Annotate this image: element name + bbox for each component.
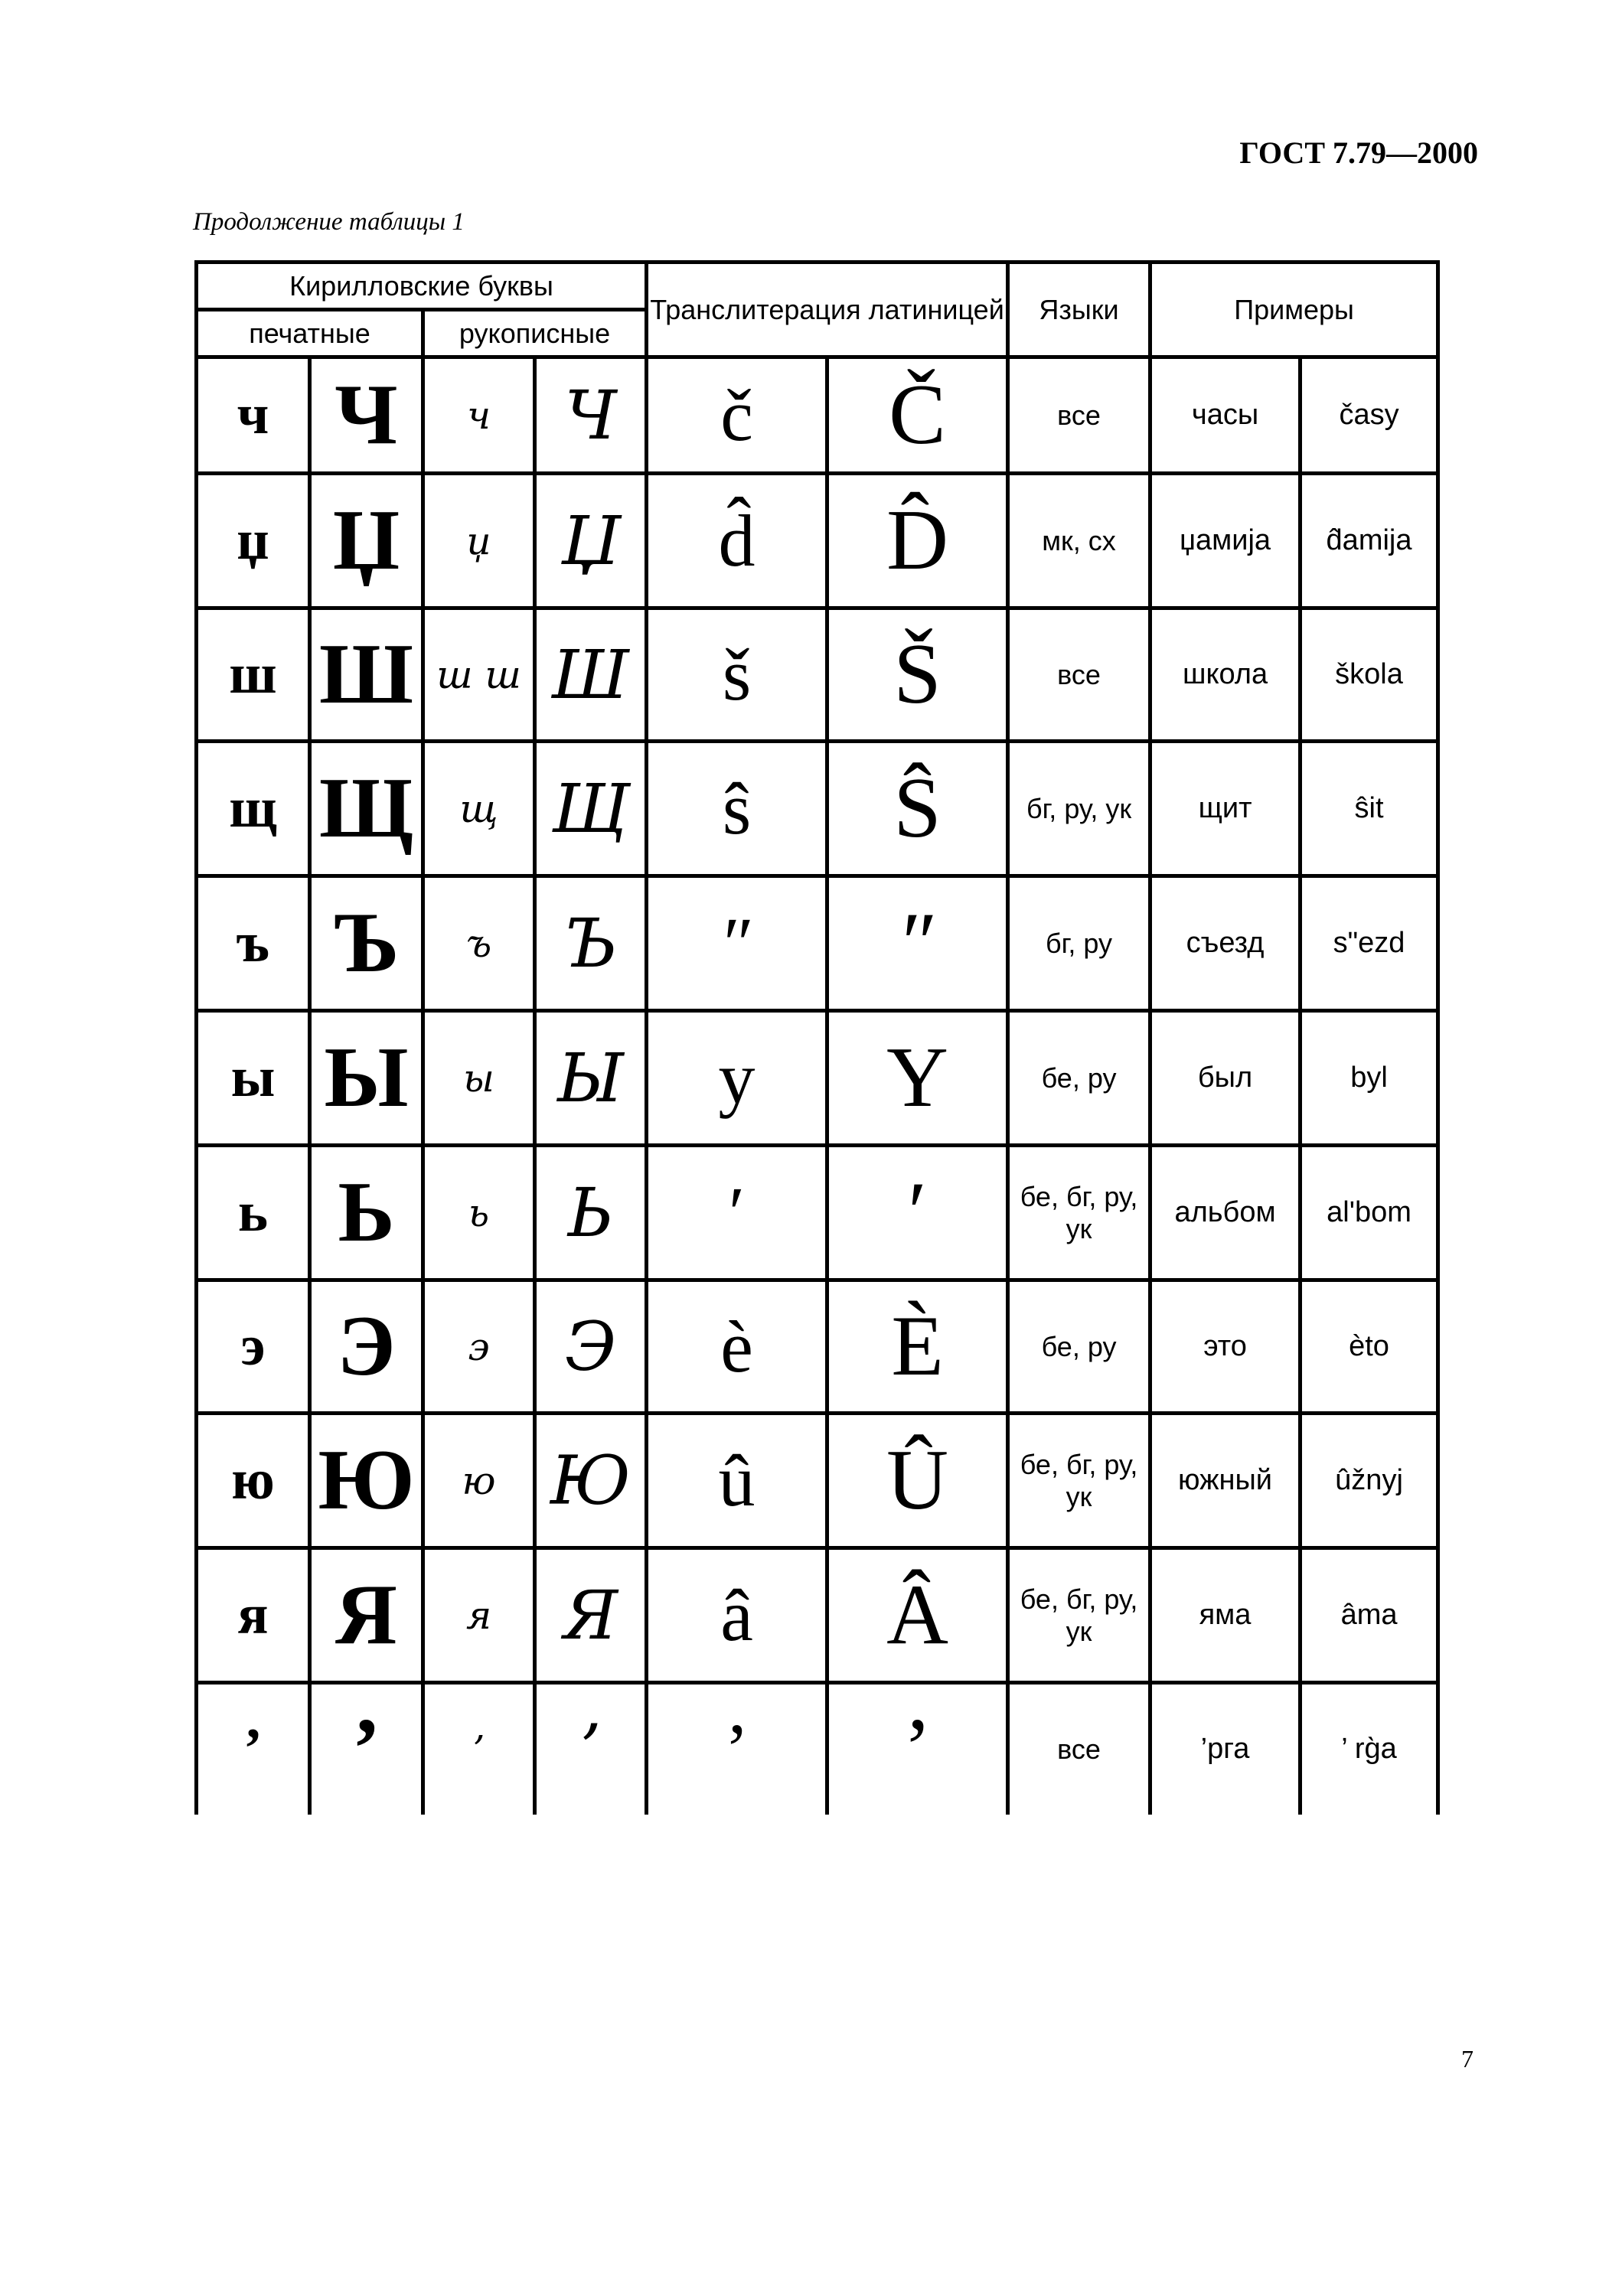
handwritten-uppercase: Ч [535,357,647,474]
example-cyrillic: школа [1150,608,1301,742]
handwritten-uppercase: Я [535,1548,647,1683]
latin-uppercase: ’ [827,1683,1008,1815]
table-row [197,742,1438,876]
latin-lowercase: č [647,357,827,474]
latin-lowercase: û [647,1414,827,1548]
handwritten-lowercase: ч [423,357,535,474]
example-latin: alʹbom [1301,1146,1438,1280]
example-latin: škola [1301,608,1438,742]
example-latin: ŝit [1301,742,1438,876]
latin-uppercase: Y [827,1011,1008,1146]
handwritten-lowercase: я [423,1548,535,1683]
header-handwritten: рукописные [423,310,647,357]
printed-lowercase: џ [197,474,310,608]
latin-uppercase: È [827,1280,1008,1414]
page-number: 7 [1461,2045,1474,2073]
printed-uppercase: ’ [310,1683,423,1815]
latin-lowercase: š [647,608,827,742]
latin-uppercase: D̂ [827,474,1008,608]
table-row [197,1414,1438,1548]
table-row [197,1011,1438,1146]
handwritten-lowercase: ю [423,1414,535,1548]
example-latin: ’ rg̀a [1301,1683,1438,1815]
printed-lowercase: э [197,1280,310,1414]
handwritten-lowercase: џ [423,474,535,608]
example-latin: ûžnyj [1301,1414,1438,1548]
handwritten-uppercase: Ы [535,1011,647,1146]
latin-uppercase: Â [827,1548,1008,1683]
languages-cell: бе, ру [1008,1011,1150,1146]
example-cyrillic: съезд [1150,876,1301,1011]
languages-cell: все [1008,1683,1150,1815]
handwritten-lowercase: щ [423,742,535,876]
printed-lowercase: ’ [197,1683,310,1815]
example-cyrillic: яма [1150,1548,1301,1683]
example-latin: časy [1301,357,1438,474]
table-row [197,1683,1438,1815]
handwritten-uppercase: Ш [535,608,647,742]
handwritten-lowercase: э [423,1280,535,1414]
latin-lowercase: y [647,1011,827,1146]
example-cyrillic: щит [1150,742,1301,876]
header-languages: Языки [1008,263,1150,357]
example-latin: sʺezd [1301,876,1438,1011]
header-transliteration: Транслитерация латиницей [647,263,1008,357]
latin-uppercase: ʺ [827,876,1008,1011]
languages-cell: бе, ру [1008,1280,1150,1414]
latin-lowercase: ʹ [647,1146,827,1280]
example-latin: d̂amija [1301,474,1438,608]
handwritten-lowercase: ь [423,1146,535,1280]
table-row [197,357,1438,474]
example-cyrillic: это [1150,1280,1301,1414]
languages-cell: бг, ру, ук [1008,742,1150,876]
table-row [197,474,1438,608]
handwritten-uppercase: Ю [535,1414,647,1548]
table-row [197,1548,1438,1683]
example-latin: âma [1301,1548,1438,1683]
example-cyrillic: џамија [1150,474,1301,608]
handwritten-lowercase: ’ [423,1683,535,1815]
transliteration-table [194,260,1440,1815]
latin-lowercase: â [647,1548,827,1683]
printed-lowercase: я [197,1548,310,1683]
handwritten-lowercase: ш ш [423,608,535,742]
example-cyrillic: часы [1150,357,1301,474]
printed-uppercase: Щ [310,742,423,876]
handwritten-uppercase: ’ [535,1683,647,1815]
handwritten-uppercase: Э [535,1280,647,1414]
printed-lowercase: ш [197,608,310,742]
example-cyrillic: был [1150,1011,1301,1146]
languages-cell: мк, сх [1008,474,1150,608]
printed-lowercase: щ [197,742,310,876]
printed-uppercase: Џ [310,474,423,608]
printed-lowercase: ь [197,1146,310,1280]
table-row [197,1146,1438,1280]
languages-cell: бг, ру [1008,876,1150,1011]
printed-uppercase: Э [310,1280,423,1414]
handwritten-uppercase: Щ [535,742,647,876]
printed-uppercase: Ъ [310,876,423,1011]
printed-lowercase: ъ [197,876,310,1011]
example-cyrillic: альбом [1150,1146,1301,1280]
handwritten-uppercase: Џ [535,474,647,608]
handwritten-uppercase: Ь [535,1146,647,1280]
printed-uppercase: Ь [310,1146,423,1280]
header-examples: Примеры [1150,263,1438,357]
handwritten-lowercase: ъ [423,876,535,1011]
printed-uppercase: Я [310,1548,423,1683]
table-row [197,1280,1438,1414]
handwritten-lowercase: ы [423,1011,535,1146]
latin-lowercase: è [647,1280,827,1414]
latin-lowercase: d̂ [647,474,827,608]
latin-uppercase: Û [827,1414,1008,1548]
languages-cell: бе, бг, ру, ук [1008,1414,1150,1548]
printed-uppercase: Ы [310,1011,423,1146]
printed-lowercase: ч [197,357,310,474]
example-cyrillic: южный [1150,1414,1301,1548]
header-cyrillic-letters: Кирилловские буквы [197,263,647,310]
languages-cell: бе, бг, ру, ук [1008,1146,1150,1280]
languages-cell: все [1008,357,1150,474]
handwritten-uppercase: Ъ [535,876,647,1011]
languages-cell: бе, бг, ру, ук [1008,1548,1150,1683]
table-caption: Продолжение таблицы 1 [193,208,465,236]
latin-lowercase: ’ [647,1683,827,1815]
latin-uppercase: ʹ [827,1146,1008,1280]
example-cyrillic: ’рга [1150,1683,1301,1815]
languages-cell: все [1008,608,1150,742]
latin-uppercase: Ŝ [827,742,1008,876]
example-latin: èto [1301,1280,1438,1414]
latin-uppercase: Č [827,357,1008,474]
printed-uppercase: Ч [310,357,423,474]
example-latin: byl [1301,1011,1438,1146]
printed-lowercase: ы [197,1011,310,1146]
document-code: ГОСТ 7.79—2000 [1239,135,1478,170]
header-printed: печатные [197,310,423,357]
printed-lowercase: ю [197,1414,310,1548]
latin-uppercase: Š [827,608,1008,742]
latin-lowercase: ŝ [647,742,827,876]
table-row [197,608,1438,742]
printed-uppercase: Ю [310,1414,423,1548]
table-row [197,876,1438,1011]
latin-lowercase: ʺ [647,876,827,1011]
printed-uppercase: Ш [310,608,423,742]
